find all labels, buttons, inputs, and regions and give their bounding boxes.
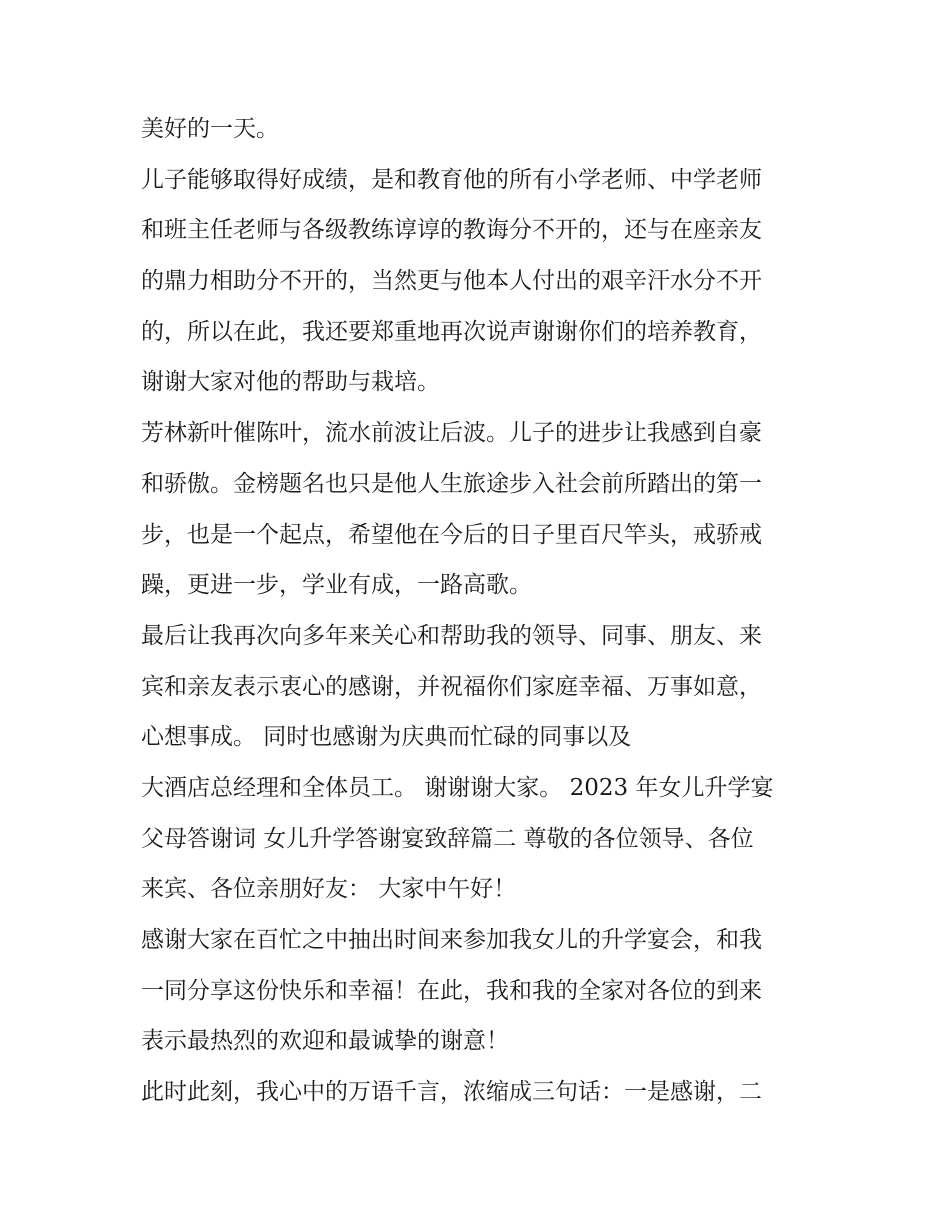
document-body (141, 104, 821, 1118)
text-line: 躁，更进一步，学业有成，一路高歌。 (141, 572, 532, 599)
text-line: 宾和亲友表示衷心的感谢，并祝福你们家庭幸福、万事如意， (141, 673, 762, 700)
text-line: 儿子能够取得好成绩，是和教育他的所有小学老师、中学老师 (141, 166, 762, 193)
text-line: 和班主任老师与各级教练谆谆的教诲分不开的，还与在座亲友 (141, 217, 762, 244)
text-line: 父母答谢词 女儿升学答谢宴致辞篇二 尊敬的各位领导、各位 (141, 825, 754, 852)
text-line: 的鼎力相助分不开的，当然更与他本人付出的艰辛汗水分不开 (141, 268, 762, 295)
text-line: 大酒店总经理和全体员工。 谢谢谢大家。 2023 年女儿升学宴 (141, 774, 774, 801)
text-line: 表示最热烈的欢迎和最诚挚的谢意！ (141, 1028, 509, 1055)
text-line: 美好的一天。 (141, 116, 279, 142)
text-line: 谢谢大家对他的帮助与栽培。 (141, 369, 440, 396)
text-line: 的，所以在此，我还要郑重地再次说声谢谢你们的培养教育， (141, 318, 762, 345)
text-line: 心想事成。 同时也感谢为庆典而忙碌的同事以及 (141, 724, 632, 751)
text-line: 一同分享这份快乐和幸福！在此，我和我的全家对各位的到来 (141, 977, 762, 1004)
text-line: 来宾、各位亲朋好友： 大家中午好！ (141, 876, 517, 903)
text-line: 感谢大家在百忙之中抽出时间来参加我女儿的升学宴会，和我 (141, 927, 762, 953)
text-line: 步，也是一个起点，希望他在今后的日子里百尺竿头，戒骄戒 (141, 521, 762, 548)
text-line: 芳林新叶催陈叶，流水前波让后波。儿子的进步让我感到自豪 (141, 420, 762, 447)
text-line: 和骄傲。金榜题名也只是他人生旅途步入社会前所踏出的第一 (141, 470, 762, 497)
text-line: 最后让我再次向多年来关心和帮助我的领导、同事、朋友、来 (141, 622, 762, 649)
text-line: 此时此刻，我心中的万语千言，浓缩成三句话：一是感谢，二 (141, 1079, 762, 1106)
